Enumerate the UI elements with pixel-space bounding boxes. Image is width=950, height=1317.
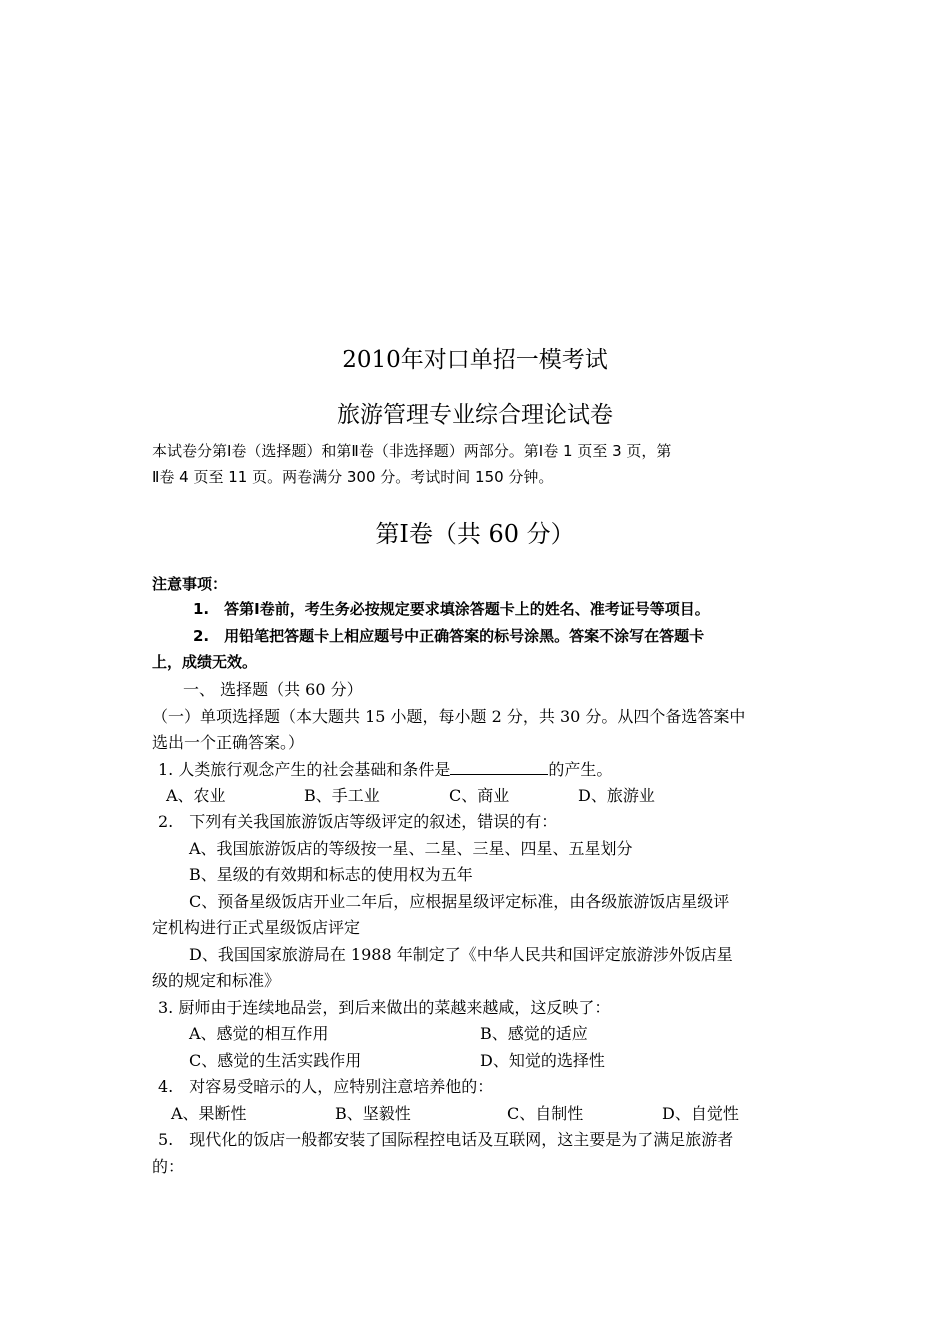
question-4-option-b: B、坚毅性 (335, 1104, 411, 1123)
question-2-option-d-line-2: 级的规定和标准》 (152, 971, 281, 990)
section-heading: 一、 选择题（共 60 分） (183, 680, 363, 699)
question-4-option-c: C、自制性 (507, 1104, 584, 1123)
note-2-line-2: 上，成绩无效。 (152, 653, 258, 671)
question-1-stem-after: 的产生。 (548, 760, 613, 779)
question-1-option-d: D、旅游业 (578, 786, 655, 805)
question-5-stem-line-2: 的： (152, 1157, 185, 1176)
section-sub-line-1: （一）单项选择题（本大题共 15 小题，每小题 2 分，共 30 分。从四个备选答案中 (152, 707, 746, 726)
section-sub-line-2: 选出一个正确答案。） (152, 733, 305, 752)
question-2-option-d-line-1: D、我国国家旅游局在 1988 年制定了《中华人民共和国评定旅游涉外饭店星 (189, 945, 733, 964)
question-2-stem: 2. 下列有关我国旅游饭店等级评定的叙述，错误的有： (158, 812, 558, 831)
question-1-stem-before: 1. 人类旅行观念产生的社会基础和条件是 (158, 760, 451, 779)
intro-line-2: Ⅱ卷 4 页至 11 页。两卷满分 300 分。考试时间 150 分钟。 (152, 468, 554, 486)
question-1-option-c: C、商业 (449, 786, 510, 805)
exam-subtitle (0, 396, 950, 429)
notes-heading: 注意事项： (152, 575, 228, 593)
answer-blank (450, 760, 548, 775)
question-1-option-b: B、手工业 (304, 786, 380, 805)
question-2-option-a: A、我国旅游饭店的等级按一星、二星、三星、四星、五星划分 (189, 839, 633, 858)
part1-heading: 第Ⅰ卷（共 60 分） (375, 520, 575, 548)
note-2-line-1: 2. 用铅笔把答题卡上相应题号中正确答案的标号涂黑。答案不涂写在答题卡 (193, 627, 705, 645)
note-1: 1. 答第Ⅰ卷前，考生务必按规定要求填涂答题卡上的姓名、准考证号等项目。 (193, 600, 710, 618)
question-2-option-c-line-2: 定机构进行正式星级饭店评定 (152, 918, 361, 937)
question-1-stem (158, 757, 612, 780)
question-4-option-d: D、自觉性 (662, 1104, 739, 1123)
paper-suffix: 试卷 (567, 402, 613, 428)
question-1-option-a: A、农业 (166, 786, 226, 805)
question-5-stem-line-1: 5. 现代化的饭店一般都安装了国际程控电话及互联网，这主要是为了满足旅游者 (158, 1130, 734, 1149)
question-4-option-a: A、果断性 (171, 1104, 247, 1123)
exam-title: 2010年对口单招一模考试 (342, 347, 608, 373)
question-3-option-d: D、知觉的选择性 (480, 1051, 605, 1070)
question-3-option-c: C、感觉的生活实践作用 (189, 1051, 362, 1070)
question-3-option-a: A、感觉的相互作用 (189, 1024, 329, 1043)
subject-name: 旅游管理专业综合理论 (337, 402, 567, 428)
intro-line-1: 本试卷分第Ⅰ卷（选择题）和第Ⅱ卷（非选择题）两部分。第Ⅰ卷 1 页至 3 页，第 (152, 442, 672, 460)
question-2-option-c-line-1: C、预备星级饭店开业二年后，应根据星级评定标准，由各级旅游饭店星级评 (189, 892, 730, 911)
question-3-option-b: B、感觉的适应 (480, 1024, 588, 1043)
question-2-option-b: B、星级的有效期和标志的使用权为五年 (189, 865, 473, 884)
question-4-stem: 4. 对容易受暗示的人，应特别注意培养他的： (158, 1077, 494, 1096)
question-3-stem: 3. 厨师由于连续地品尝，到后来做出的菜越来越咸，这反映了： (158, 998, 611, 1017)
